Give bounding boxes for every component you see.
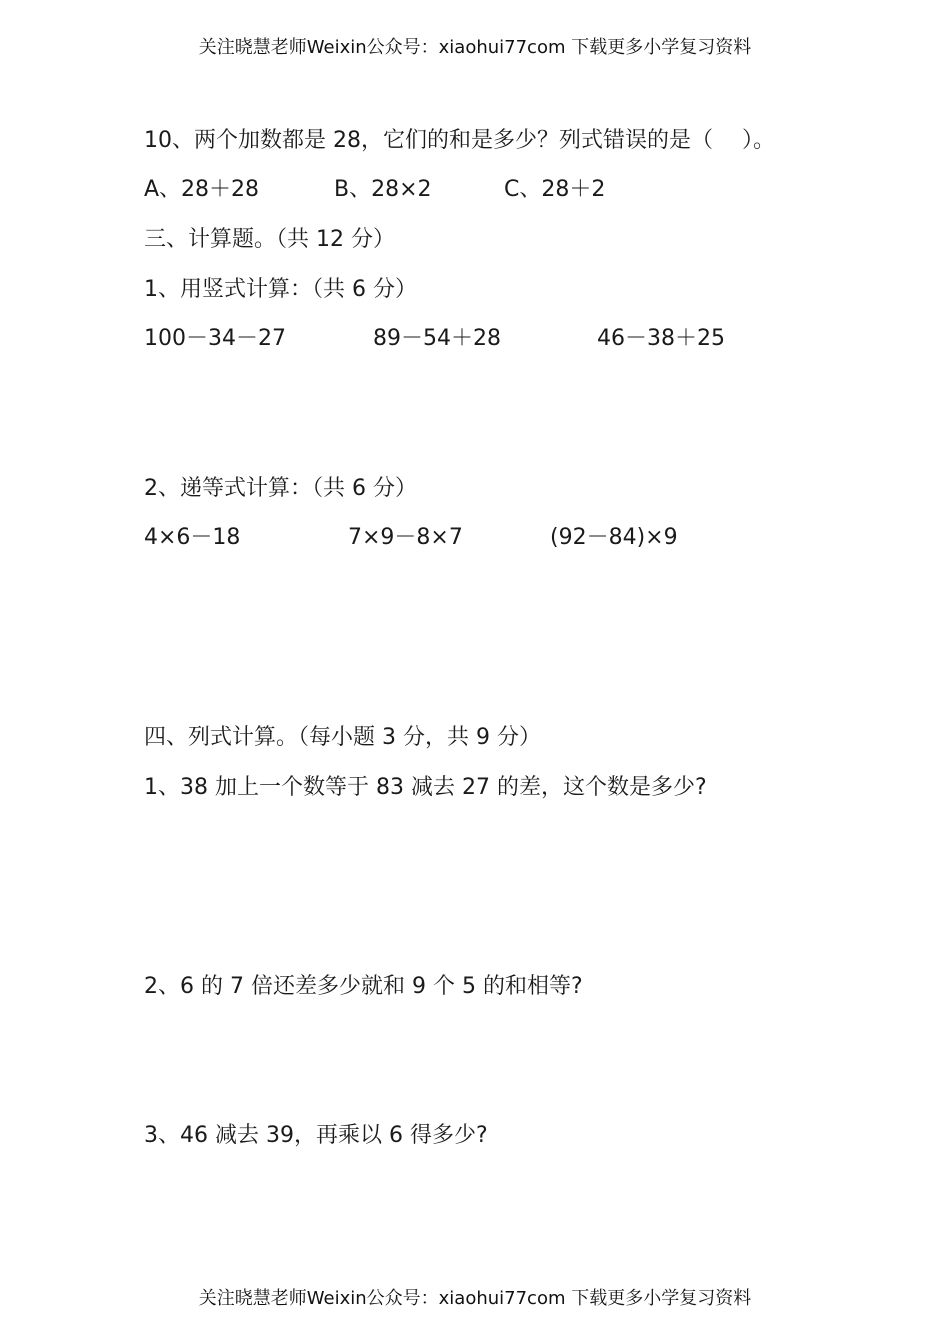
section-4-title: 四、列式计算。（每小题 3 分，共 9 分） [144, 725, 541, 750]
section-3-title: 三、计算题。（共 12 分） [144, 227, 395, 252]
question-10-option-c: C、28＋2 [504, 177, 606, 202]
page-footer: 关注晓慧老师Weixin公众号：xiaohui77com 下载更多小学复习资料 [198, 1288, 752, 1309]
page-header: 关注晓慧老师Weixin公众号：xiaohui77com 下载更多小学复习资料 [198, 37, 752, 58]
stepwise-calc-item-3: (92－84)×9 [550, 525, 678, 550]
section-3-part-1-title: 1、用竖式计算：（共 6 分） [144, 277, 417, 302]
vertical-calc-item-1: 100－34－27 [144, 326, 286, 351]
section-4-question-2: 2、6 的 7 倍还差多少就和 9 个 5 的和相等? [144, 974, 583, 999]
question-10-option-b: B、28×2 [334, 177, 432, 202]
vertical-calc-item-2: 89－54＋28 [373, 326, 501, 351]
section-4-question-3: 3、46 减去 39，再乘以 6 得多少? [144, 1123, 488, 1148]
section-3-part-2-title: 2、递等式计算：（共 6 分） [144, 476, 417, 501]
section-4-question-1: 1、38 加上一个数等于 83 减去 27 的差，这个数是多少? [144, 775, 707, 800]
stepwise-calc-item-2: 7×9－8×7 [348, 525, 463, 550]
stepwise-calc-item-1: 4×6－18 [144, 525, 241, 550]
question-10-stem: 10、两个加数都是 28，它们的和是多少？列式错误的是（ ）。 [144, 128, 775, 153]
question-10-option-a: A、28＋28 [144, 177, 260, 202]
vertical-calc-item-3: 46－38＋25 [597, 326, 725, 351]
